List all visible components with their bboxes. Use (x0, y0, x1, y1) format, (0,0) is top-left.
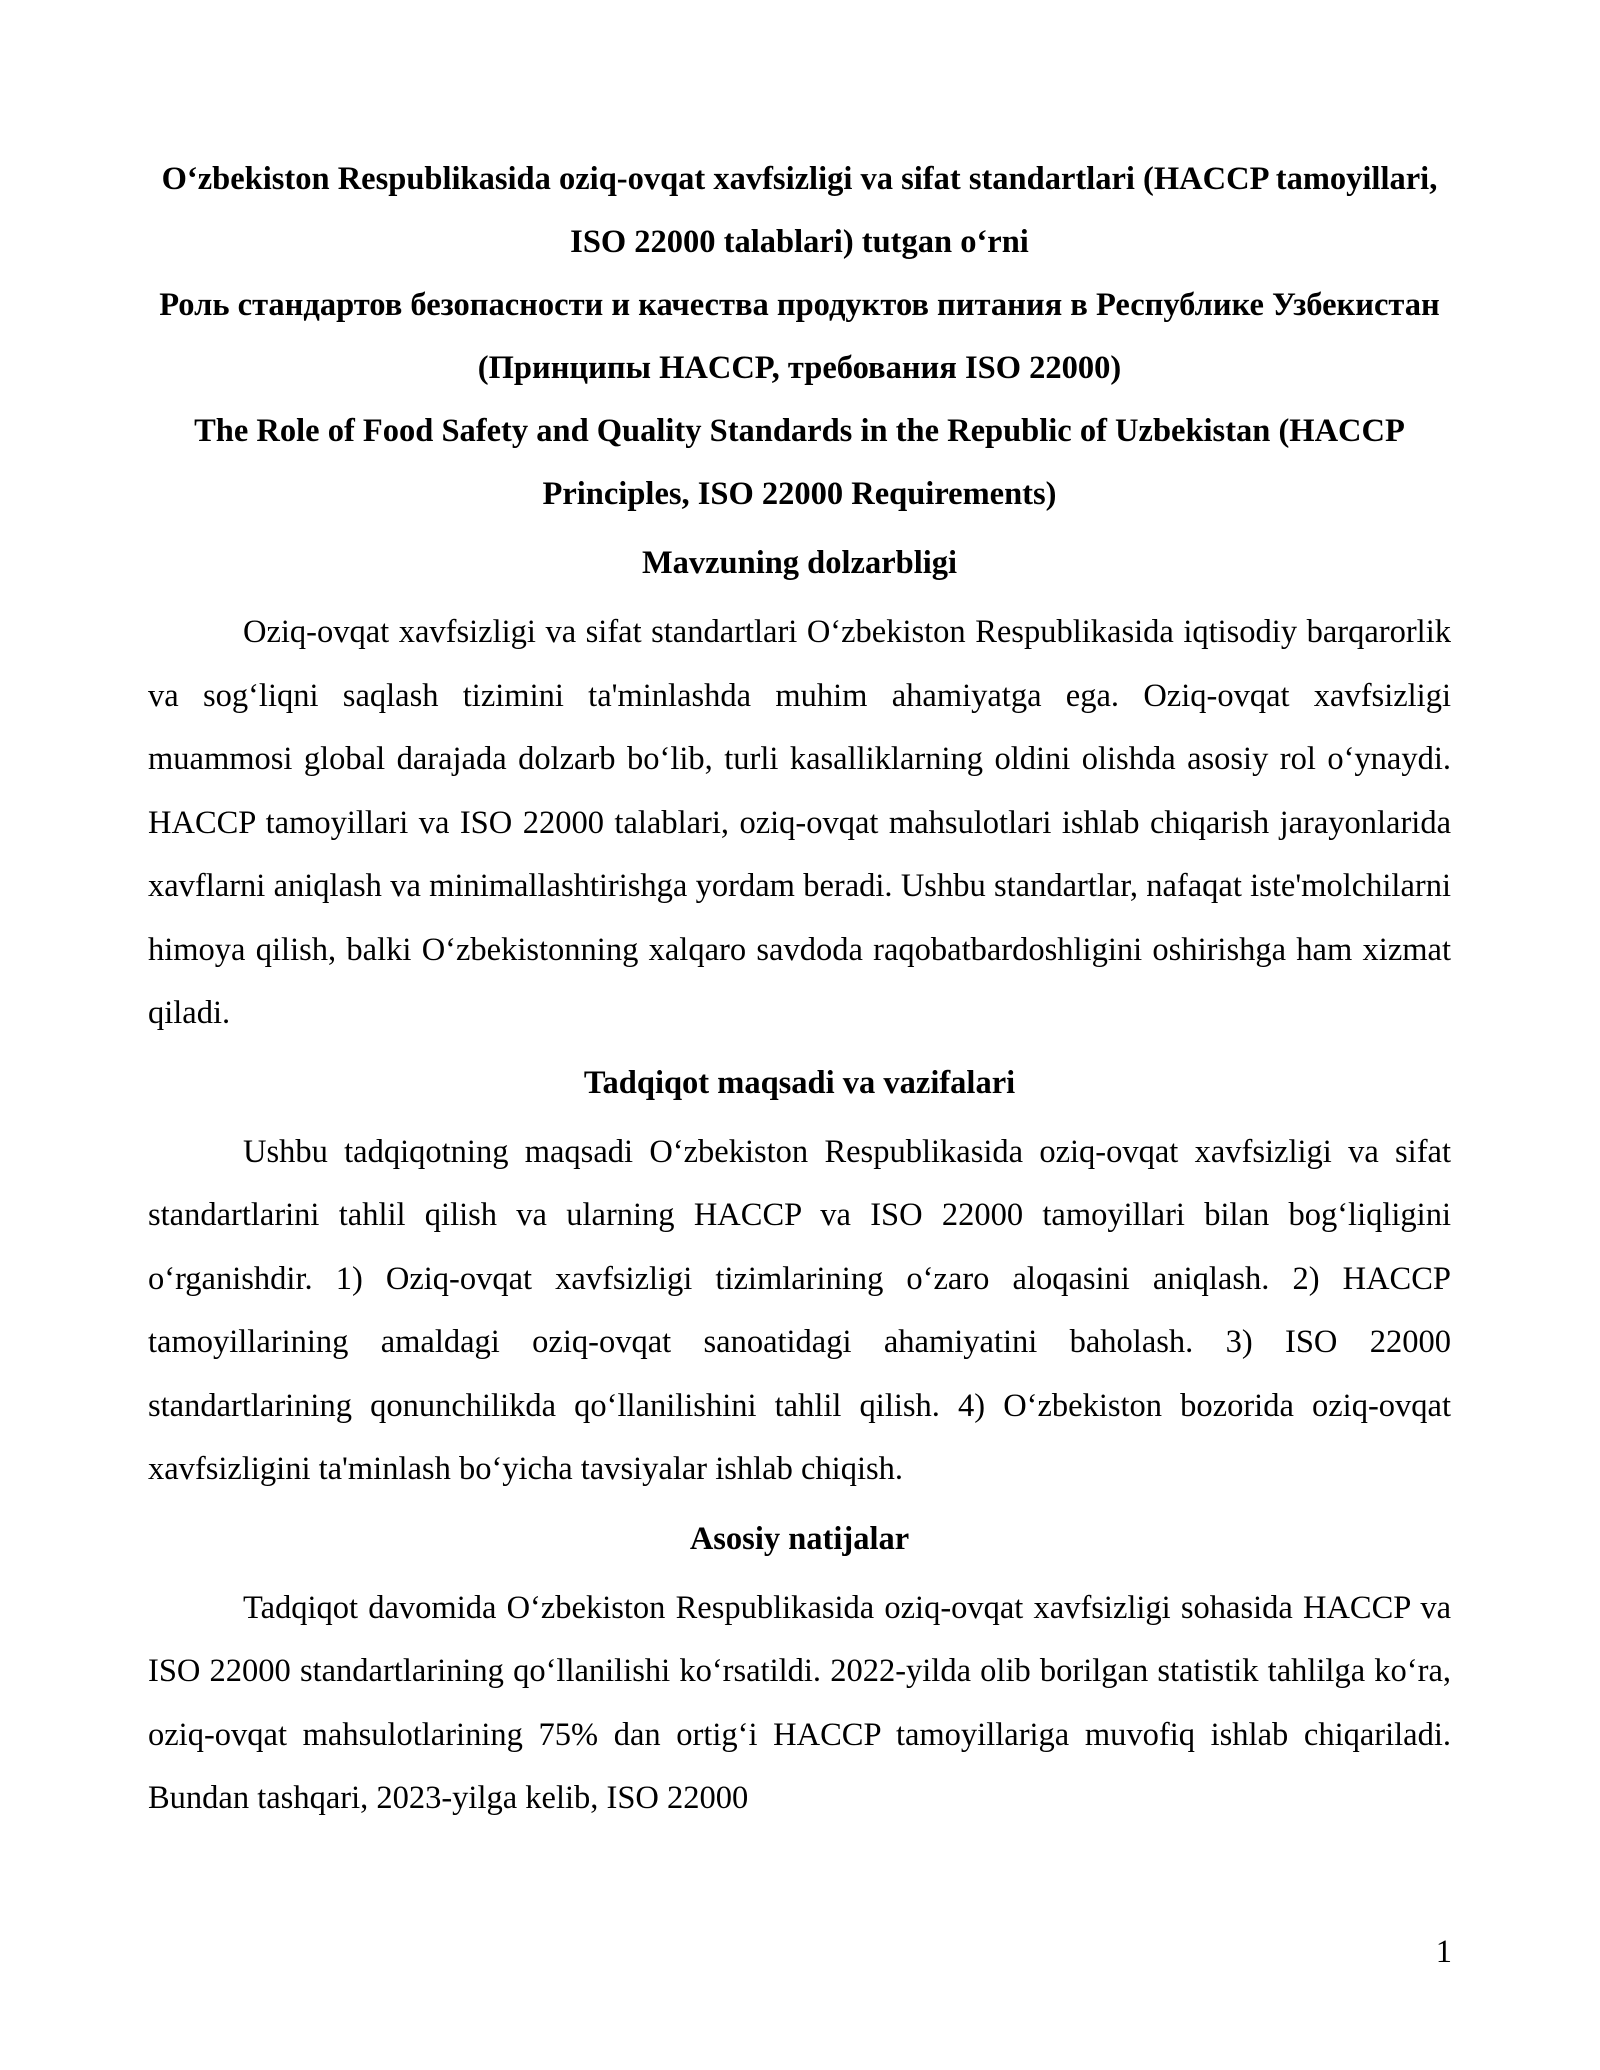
section-paragraph-goals: Ushbu tadqiqotning maqsadi Oʻzbekiston Respublikasida oziq-ovqat xavfsizligi va sifat standartlarini tahlil qilish va ularning HACCP va ISO 22000 tamoyillari bilan bogʻliqligini oʻrganishdir. 1) Oziq-ovqat xavfsizligi tizimlarining oʻzaro aloqasini aniqlash. 2) HACCP tamoyillarining amaldagi oziq-ovqat sanoatidagi ahamiyatini baholash. 3) ISO 22000 standartlarining qonunchilikda qoʻllanilishini tahlil qilish. 4) Oʻzbekiston bozorida oziq-ovqat xavfsizligini ta'minlash boʻyicha tavsiyalar ishlab chiqish. (148, 1133, 1451, 1487)
section-heading-goals: Tadqiqot maqsadi va vazifalari (583, 1064, 1016, 1101)
title-english: The Role of Food Safety and Quality Standards in the Republic of Uzbekistan (HACCP Principles, ISO 22000 Requirements) (194, 413, 1405, 512)
section-heading-relevance: Mavzuning dolzarbligi (641, 545, 958, 581)
document-page (148, 148, 1451, 1831)
title-russian: Роль стандартов безопасности и качества продуктов питания в Республике Узбекистан (Принципы HACCP, требования ISO 22000) (159, 287, 1440, 386)
title-block (148, 148, 1451, 526)
title-uzbek: Oʻzbekiston Respublikasida oziq-ovqat xavfsizligi va sifat standartlari (HACCP tamoyillari, ISO 22000 talablari) tutgan oʻrni (161, 161, 1438, 260)
section-paragraph-results: Tadqiqot davomida Oʻzbekiston Respublikasida oziq-ovqat xavfsizligi sohasida HACCP va ISO 22000 standartlarining qoʻllanilishi koʻrsatildi. 2022-yilda olib borilgan statistik tahlilga koʻra, oziq-ovqat mahsulotlarining 75% dan ortigʻi HACCP tamoyillariga muvofiq ishlab chiqariladi. Bundan tashqari, 2023-yilga kelib, ISO 22000 (148, 1589, 1451, 1816)
section-paragraph-relevance: Oziq-ovqat xavfsizligi va sifat standartlari Oʻzbekiston Respublikasida iqtisodiy barqarorlik va sogʻliqni saqlash tizimini ta'minlashda muhim ahamiyatga ega. Oziq-ovqat xavfsizligi muammosi global darajada dolzarb boʻlib, turli kasalliklarning oldini olishda asosiy rol oʻynaydi. HACCP tamoyillari va ISO 22000 talablari, oziq-ovqat mahsulotlari ishlab chiqarish jarayonlarida xavflarni aniqlash va minimallashtirishga yordam beradi. Ushbu standartlar, nafaqat iste'molchilarni himoya qilish, balki Oʻzbekistonning xalqaro savdoda raqobatbardoshligini oshirishga ham xizmat qiladi. (148, 614, 1451, 1031)
section-heading-results: Asosiy natijalar (689, 1520, 910, 1557)
page-number: 1 (1435, 1934, 1452, 1970)
